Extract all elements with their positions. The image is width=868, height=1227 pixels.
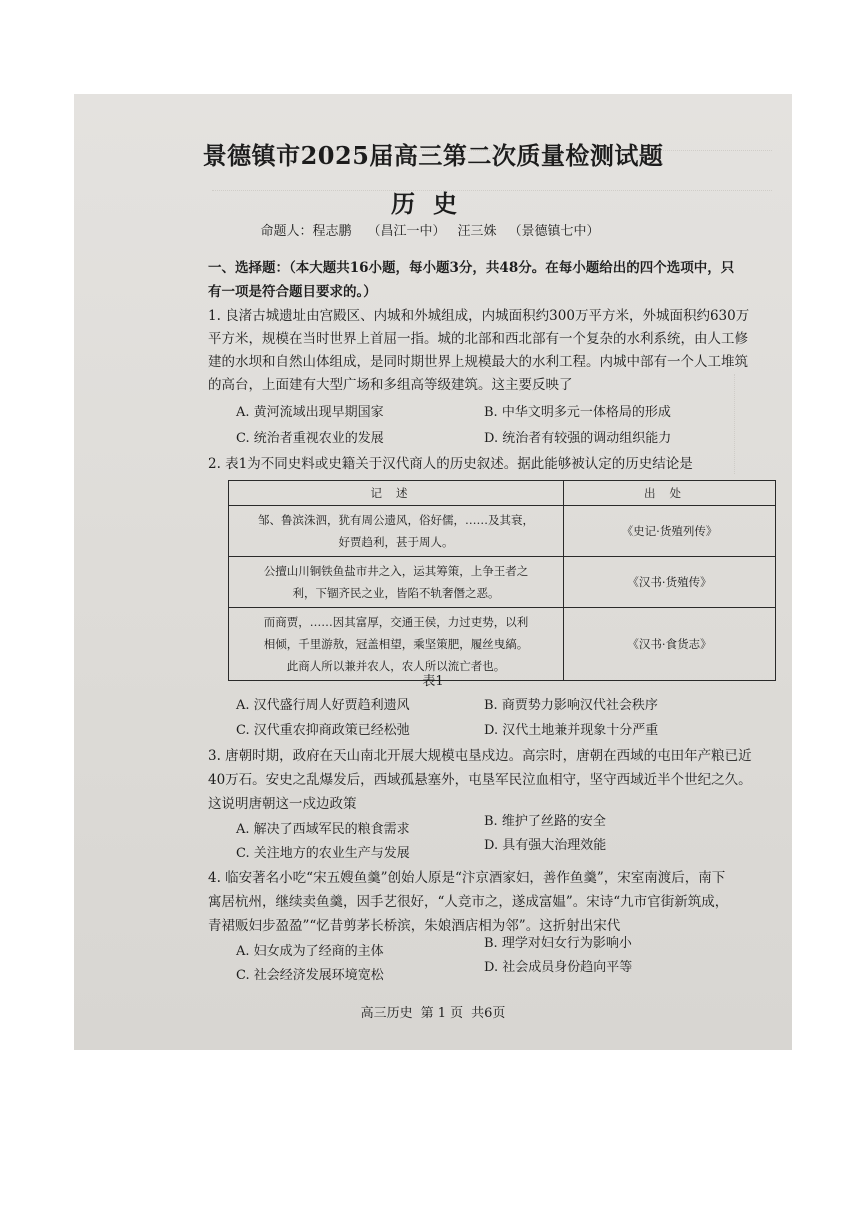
q1-option-c: C. 统治者重视农业的发展 (236, 431, 384, 446)
authors-line (74, 220, 792, 239)
authors-label: 命题人： (260, 224, 313, 239)
question-1-line: 的高台，上面建有大型广场和多组高等级建筑。这主要反映了 (208, 377, 573, 393)
question-4-line: 青裙贩妇步盈盈”“忆昔剪茅长桥滨，朱娘酒店相为邻”。这折射出宋代 (208, 918, 621, 934)
q3-option-d: D. 具有强大治理效能 (484, 838, 607, 853)
record-text: 公擅山川铜铁鱼盐市井之入，运其筹策，上争王者之 (263, 564, 529, 578)
author-name: 汪三姝 (457, 224, 497, 239)
q2-option-c: C. 汉代重农抑商政策已经松弛 (236, 723, 410, 738)
source-table (228, 480, 776, 681)
table-caption: 表1 (422, 674, 444, 689)
question-1-line: 平方米，规模在当时世界上首屈一指。城的北部和西北部有一个复杂的水利系统，由人工修 (208, 331, 748, 347)
footer-total: 共6页 (471, 1006, 506, 1021)
q3-option-b: B. 维护了丝路的安全 (484, 814, 606, 829)
table-row (229, 557, 776, 608)
table-header-source: 出处 (564, 481, 776, 506)
q1-option-d: D. 统治者有较强的调动组织能力 (484, 431, 672, 446)
section-heading-cont: 有一项是符合题目要求的。） (208, 284, 377, 300)
question-4-line: 4. 临安著名小吃“宋五嫂鱼羹”创始人原是“汴京酒家妇，善作鱼羹”，宋室南渡后，南下 (208, 870, 726, 886)
record-text: 而商贾，……因其富厚，交通王侯，力过吏势，以利 (263, 615, 529, 629)
table-cell-source: 《汉书·食货志》 (564, 608, 776, 681)
question-3-line: 40万石。安史之乱爆发后，西域孤悬塞外，屯垦军民泣血相守，坚守西域近半个世纪之久。 (208, 772, 752, 788)
q4-option-a: A. 妇女成为了经商的主体 (236, 944, 384, 959)
question-2-line: 2. 表1为不同史料或史籍关于汉代商人的历史叙述。据此能够被认定的历史结论是 (208, 456, 693, 472)
author-name: 程志鹏 (312, 224, 352, 239)
footer-subject: 高三历史 (360, 1006, 413, 1021)
question-1-line: 建的水坝和自然山体组成，是同时期世界上规模最大的水利工程。内城中部有一个人工堆筑 (208, 354, 748, 370)
q3-option-a: A. 解决了西域军民的粮食需求 (236, 822, 410, 837)
exam-sheet (74, 94, 792, 1050)
question-3-line: 3. 唐朝时期，政府在天山南北开展大规模屯垦戍边。高宗时，唐朝在西域的屯田年产粮已近 (208, 748, 752, 764)
exam-title: 景德镇市2025届高三第二次质量检测试题 (202, 141, 664, 170)
record-text: 好贾趋利，甚于周人。 (338, 535, 454, 549)
table-header-row (229, 481, 776, 506)
section-heading: 一、选择题：（本大题共16小题，每小题3分，共48分。在每小题给出的四个选项中，只 (208, 260, 735, 276)
q4-option-c: C. 社会经济发展环境宽松 (236, 968, 384, 983)
table-row (229, 506, 776, 557)
question-1-line: 1. 良渚古城遗址由宫殿区、内城和外城组成，内城面积约300万平方米，外城面积约630万 (208, 308, 750, 324)
q3-option-c: C. 关注地方的农业生产与发展 (236, 846, 410, 861)
table-cell-record (229, 557, 564, 608)
table-cell-source: 《史记·货殖列传》 (564, 506, 776, 557)
page-footer (74, 1002, 792, 1021)
record-text: 利，下锢齐民之业，皆陷不轨奢僭之恶。 (292, 586, 500, 600)
q2-option-b: B. 商贾势力影响汉代社会秩序 (484, 698, 658, 713)
record-text: 相倾，千里游敖，冠盖相望，乘坚策肥，履丝曳縞。 (263, 637, 529, 651)
author-school: （昌江一中） (367, 224, 446, 239)
table-cell-record (229, 506, 564, 557)
question-4-line: 寓居杭州，继续卖鱼羹，因手艺很好，“人竞市之，遂成富媪”。宋诗“九市官街新筑成， (208, 894, 729, 910)
table-cell-source: 《汉书·货殖传》 (564, 557, 776, 608)
record-text: 此商人所以兼并农人，农人所以流亡者也。 (286, 659, 506, 673)
subject-title: 历史 (391, 189, 475, 218)
q1-option-b: B. 中华文明多元一体格局的形成 (484, 405, 671, 420)
author-school: （景德镇七中） (508, 224, 600, 239)
question-3-line: 这说明唐朝这一戍边政策 (208, 796, 357, 812)
footer-page: 第 1 页 (420, 1006, 464, 1021)
q4-option-b: B. 理学对妇女行为影响小 (484, 936, 632, 951)
q4-option-d: D. 社会成员身份趋向平等 (484, 960, 633, 975)
table-header-record: 记述 (229, 481, 564, 506)
q2-option-a: A. 汉代盛行周人好贾趋利遗风 (236, 698, 410, 713)
q2-option-d: D. 汉代土地兼并现象十分严重 (484, 723, 659, 738)
q1-option-a: A. 黄河流域出现早期国家 (236, 405, 384, 420)
record-text: 邹、鲁滨洙泗，犹有周公遗风，俗好儒，……及其衰， (258, 513, 534, 527)
